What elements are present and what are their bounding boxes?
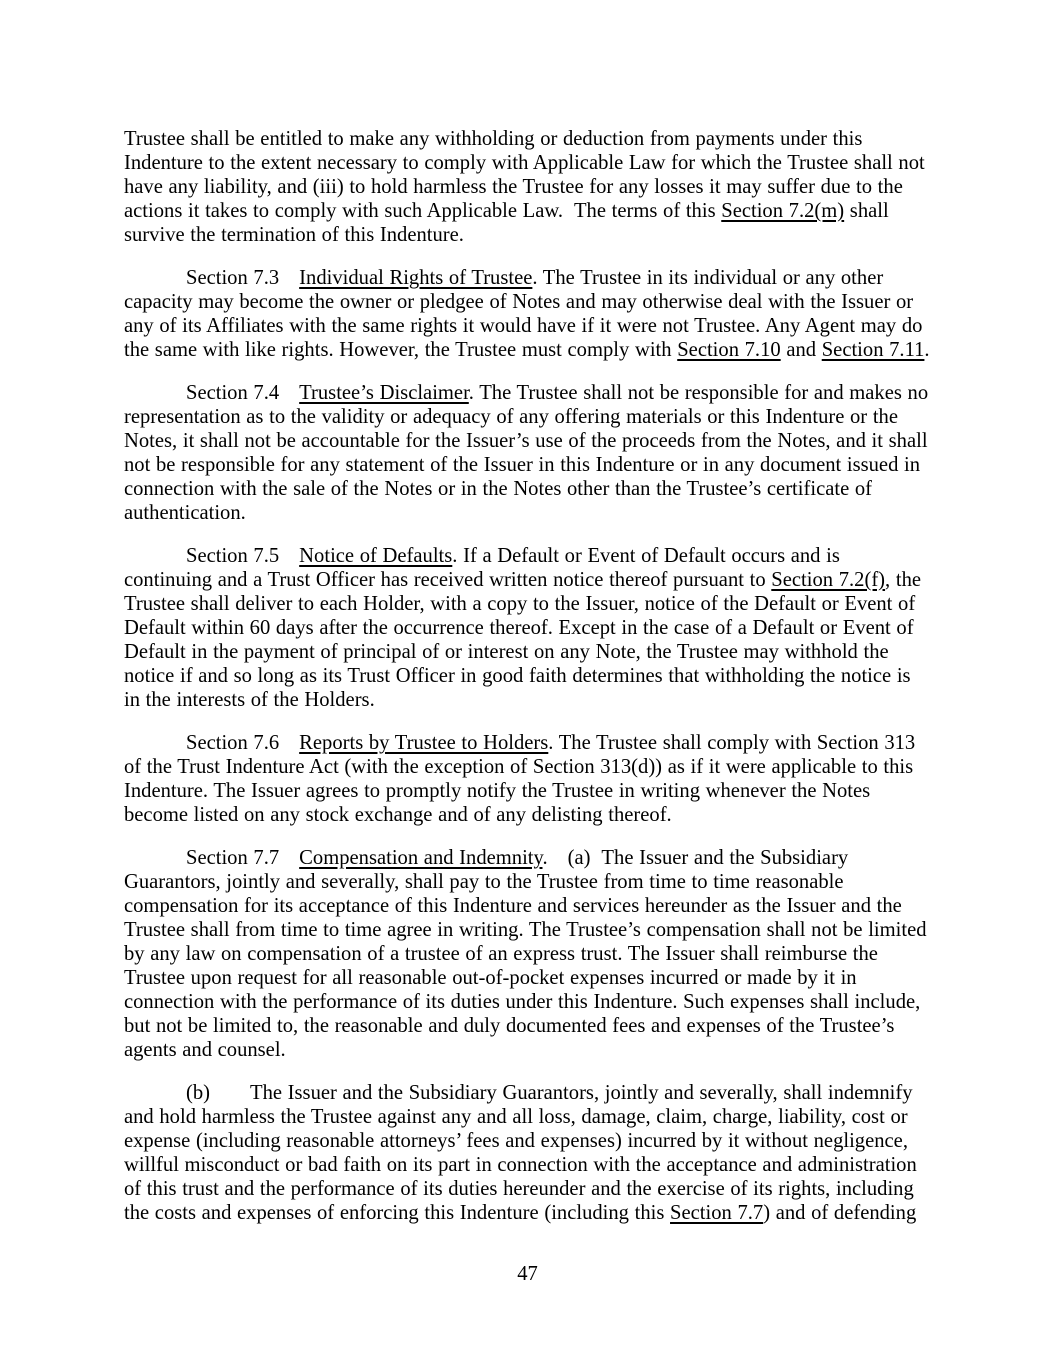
paragraph <box>124 846 931 1062</box>
text-run: Section 7.5 <box>186 545 280 567</box>
page-number: 47 <box>517 1263 538 1285</box>
page-footer <box>0 1262 1055 1286</box>
underlined-reference: Section 7.11 <box>821 339 925 361</box>
text-run: Section 7.4 <box>186 382 280 404</box>
text-run: The Issuer and the Subsidiary Guarantors, jointly and severally, shall indemnify and hold harmless the Trustee against any and all loss, damage, claim, charge, liability, cost or expense (including reasonable attorneys’ fees and expenses) incurred by it without negligence, willful misconduct or bad faith on its part in connection with the acceptance and administration of this trust and the performance of its duties hereunder and the exercise of its rights, including the costs and expenses of enforcing this Indenture (including this <box>124 1082 917 1224</box>
underlined-reference: Section 7.10 <box>677 339 781 361</box>
text-run: . <box>542 847 548 869</box>
underlined-reference: Reports by Trustee to Holders <box>299 732 549 754</box>
paragraph <box>124 127 931 247</box>
paragraph <box>124 381 931 525</box>
underlined-reference: Trustee’s Disclaimer <box>299 382 469 404</box>
paragraph <box>124 1081 931 1225</box>
underlined-reference: Individual Rights of Trustee <box>299 267 533 289</box>
text-run: Section 7.3 <box>186 267 280 289</box>
underlined-reference: Section 7.7 <box>670 1202 764 1224</box>
text-run: Trustee shall be entitled to make any withholding or deduction from payments under this Indenture to the extent necessary to comply with Applicable Law for which the Trustee shall not have any liability, and (iii) to hold harmless the Trustee for any losses it may suffer due to the actions it takes to comply with such Applicable Law. The terms of this <box>124 128 925 222</box>
underlined-reference: Compensation and Indemnity <box>299 847 543 869</box>
text-run: . The Trustee shall comply with Section 313 of the Trust Indenture Act (with the exception of Section 313(d)) as if it were applicable to this Indenture. The Issuer agrees to promptly notify the Trustee in writing whenever the Notes become listed on any stock exchange and of any delisting thereof. <box>124 732 916 826</box>
paragraph <box>124 731 931 827</box>
text-run: . The Trustee in its individual or any other capacity may become the owner or pledgee of Notes and may otherwise deal with the Issuer or any of its Affiliates with the same rights it would have if it were not Trustee. Any Agent may do the same with like rights. However, the Trustee must comply with <box>124 267 923 361</box>
text-run: , the Trustee shall deliver to each Holder, with a copy to the Issuer, notice of the Default or Event of Default within 60 days after the occurrence thereof. Except in the case of a Default or Event of Default in the payment of principal of or interest on any Note, the Trustee may withhold the notice if and so long as its Trust Officer in good faith determines that withholding the notice is in the interests of the Holders. <box>124 569 922 711</box>
document-body <box>124 127 931 1244</box>
text-run: . If a Default or Event of Default occurs and is continuing and a Trust Officer has received written notice thereof pursuant to <box>124 545 840 591</box>
text-run: (a) The Issuer and the Subsidiary Guarantors, jointly and severally, shall pay to the Trustee from time to time reasonable compensation for its acceptance of this Indenture and services hereunder as the Issuer and the Trustee shall from time to time agree in writing. The Trustee’s compensation shall not be limited by any law on compensation of a trustee of an express trust. The Issuer shall reimburse the Trustee upon request for all reasonable out-of-pocket expenses incurred or made by it in connection with the performance of its duties under this Indenture. Such expenses shall include, but not be limited to, the reasonable and duly documented fees and expenses of the Trustee’s agents and counsel. <box>124 847 927 1061</box>
paragraph <box>124 266 931 362</box>
text-run: (b) <box>186 1082 211 1104</box>
underlined-reference: Section 7.2(m) <box>721 200 845 222</box>
underlined-reference: Notice of Defaults <box>299 545 453 567</box>
text-run: Section 7.6 <box>186 732 280 754</box>
underlined-reference: Section 7.2(f) <box>771 569 886 591</box>
text-run: Section 7.7 <box>186 847 280 869</box>
paragraph <box>124 544 931 712</box>
text-run: shall survive the termination of this Indenture. <box>124 200 889 246</box>
text-run: . <box>924 339 930 361</box>
text-run: . The Trustee shall not be responsible for and makes no representation as to the validity or adequacy of any offering materials or this Indenture or the Notes, it shall not be accountable for the Issuer’s use of the proceeds from the Notes, and it shall not be responsible for any statement of the Issuer in this Indenture or in any document issued in connection with the sale of the Notes or in the Notes other than the Trustee’s certificate of authentication. <box>124 382 929 524</box>
text-run: and <box>780 339 822 361</box>
text-run: ) and of defending <box>763 1202 917 1224</box>
